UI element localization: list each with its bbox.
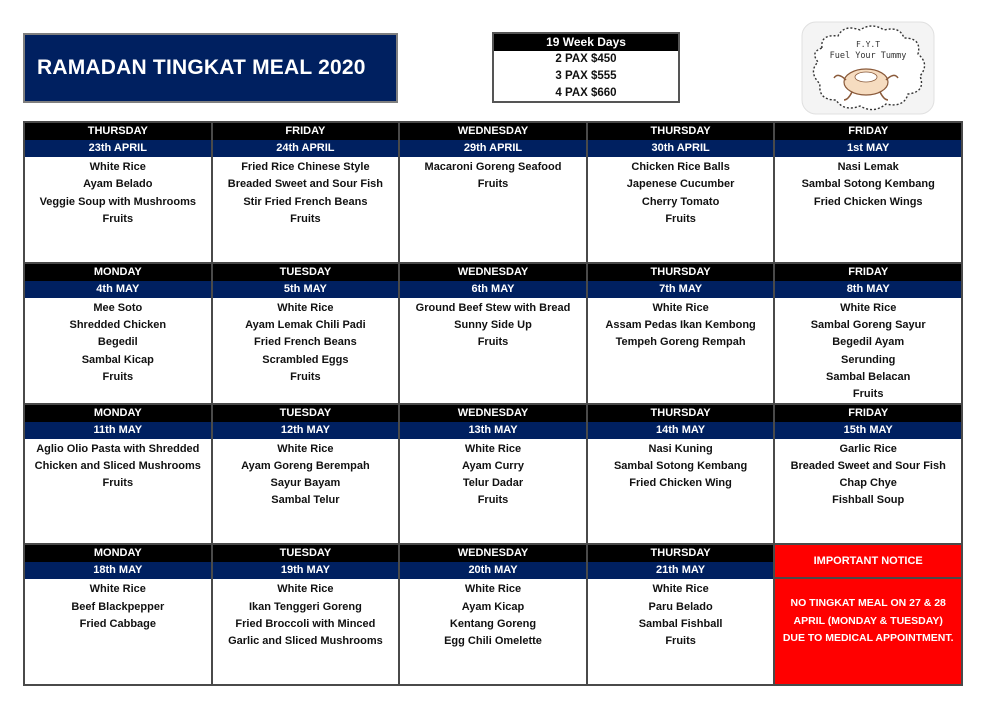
meal-item: Cherry Tomato xyxy=(641,195,720,208)
meal-list xyxy=(25,298,211,386)
meal-item: Telur Dadar xyxy=(462,477,524,490)
weekday-label: FRIDAY xyxy=(775,123,961,140)
day-cell xyxy=(400,545,586,684)
meal-item: Breaded Sweet and Sour Fish xyxy=(227,178,384,191)
meal-item: Ayam Lemak Chili Padi xyxy=(245,319,366,332)
meal-item: Beef Blackpepper xyxy=(71,600,165,613)
day-cell xyxy=(775,264,961,403)
meal-item: Fruits xyxy=(290,212,321,225)
meal-item: Fried Cabbage xyxy=(79,617,156,630)
meal-item: White Rice xyxy=(89,583,146,596)
meal-item: Ayam Curry xyxy=(462,459,524,472)
date-label: 30th APRIL xyxy=(588,140,774,157)
weekday-label: MONDAY xyxy=(25,264,211,281)
meal-list xyxy=(775,439,961,510)
meal-item: White Rice xyxy=(89,161,146,173)
meal-item: Fruits xyxy=(477,336,509,349)
meal-item: Aglio Olio Pasta with Shredded xyxy=(36,442,200,455)
meal-item: Sambal Sotong Kembang xyxy=(613,459,748,472)
weekday-label: TUESDAY xyxy=(213,405,399,422)
meal-list xyxy=(400,439,586,510)
meal-list xyxy=(588,298,774,352)
meal-item: Fruits xyxy=(102,370,134,383)
meal-item: Breaded Sweet and Sour Fish xyxy=(790,459,946,472)
weekday-label: THURSDAY xyxy=(588,405,774,422)
meal-item: White Rice xyxy=(277,301,334,314)
meal-item: Macaroni Goreng Seafood xyxy=(424,161,562,173)
meal-item: Fried Chicken Wing xyxy=(629,477,732,490)
fyt-logo-graphic xyxy=(800,20,936,116)
date-label: 20th MAY xyxy=(400,562,586,579)
meal-item: Fruits xyxy=(477,178,509,191)
meal-item: Ayam Belado xyxy=(83,178,153,191)
date-label: 4th MAY xyxy=(25,281,211,298)
pricing-row: 2 PAX $450 xyxy=(555,53,617,65)
meal-item: Ayam Goreng Berempah xyxy=(241,459,370,472)
meal-item: Serunding xyxy=(841,353,896,366)
fyt-logo xyxy=(800,20,936,116)
meal-item: Sambal Fishball xyxy=(638,617,723,630)
meal-item: Begedil Ayam xyxy=(832,336,905,349)
meal-item: Nasi Kuning xyxy=(648,442,713,455)
meal-list xyxy=(588,157,774,228)
meal-item: Sambal Goreng Sayur xyxy=(810,319,926,332)
day-cell xyxy=(25,405,211,544)
weekday-label: WEDNESDAY xyxy=(400,123,586,140)
meal-item: Ikan Tenggeri Goreng xyxy=(248,600,362,613)
day-cell xyxy=(213,123,399,262)
meal-item: Fried French Beans xyxy=(254,336,357,349)
meal-list xyxy=(775,157,961,211)
meal-item: Kentang Goreng xyxy=(449,617,537,630)
date-label: 8th MAY xyxy=(775,281,961,298)
menu-title: RAMADAN TINGKAT MEAL 2020 xyxy=(37,56,366,79)
meal-item: Fruits xyxy=(852,388,884,401)
date-label: 14th MAY xyxy=(588,422,774,439)
pricing-table xyxy=(492,32,680,103)
weekday-label: THURSDAY xyxy=(25,123,211,140)
meal-item: Fruits xyxy=(665,212,696,225)
meal-list xyxy=(25,157,211,228)
day-cell xyxy=(588,123,774,262)
meal-list xyxy=(400,157,586,194)
meal-list xyxy=(213,298,399,386)
date-label: 11th MAY xyxy=(25,422,211,439)
day-cell xyxy=(775,123,961,262)
meal-item: Ground Beef Stew with Bread xyxy=(415,301,571,314)
day-cell xyxy=(213,545,399,684)
weekday-label: MONDAY xyxy=(25,405,211,422)
meal-list xyxy=(400,298,586,352)
meal-item: Fruits xyxy=(665,635,696,648)
date-label: 7th MAY xyxy=(588,281,774,298)
weekday-label: THURSDAY xyxy=(588,264,774,281)
date-label: 5th MAY xyxy=(213,281,399,298)
day-cell xyxy=(25,545,211,684)
meal-list xyxy=(25,439,211,493)
logo-line-1: F.Y.T xyxy=(855,40,881,49)
date-label: 15th MAY xyxy=(775,422,961,439)
meal-item: Fried Chicken Wings xyxy=(813,195,923,208)
meal-item: Assam Pedas Ikan Kembong xyxy=(605,319,756,332)
meal-list xyxy=(588,439,774,493)
day-cell xyxy=(775,405,961,544)
meal-item: Chicken and Sliced Mushrooms xyxy=(34,459,201,472)
meal-calendar xyxy=(23,121,963,686)
date-label: 1st MAY xyxy=(775,140,961,157)
meal-item: Tempeh Goreng Rempah xyxy=(615,336,746,349)
date-label: 21th MAY xyxy=(588,562,774,579)
meal-item: Fried Rice Chinese Style xyxy=(241,161,370,173)
meal-list xyxy=(213,579,399,650)
meal-item: Japenese Cucumber xyxy=(626,178,735,191)
date-label: 24th APRIL xyxy=(213,140,399,157)
meal-item: Chap Chye xyxy=(839,477,897,490)
meal-list xyxy=(25,579,211,633)
meal-item: Begedil xyxy=(97,336,138,349)
date-label: 13th MAY xyxy=(400,422,586,439)
meal-item: Sayur Bayam xyxy=(270,477,341,490)
meal-item: Sambal Sotong Kembang xyxy=(801,178,935,191)
meal-item: Ayam Kicap xyxy=(461,600,525,613)
weekday-label: WEDNESDAY xyxy=(400,264,586,281)
meal-item: Sambal Telur xyxy=(271,494,340,507)
day-cell xyxy=(400,264,586,403)
meal-item: Fried Broccoli with Minced xyxy=(235,617,376,630)
meal-item: Veggie Soup with Mushrooms xyxy=(39,195,197,208)
meal-item: Chicken Rice Balls xyxy=(631,161,730,173)
day-cell xyxy=(588,405,774,544)
meal-item: Paru Belado xyxy=(648,600,713,613)
day-cell xyxy=(25,123,211,262)
notice-heading: IMPORTANT NOTICE xyxy=(775,545,961,579)
notice-body: NO TINGKAT MEAL ON 27 & 28 APRIL (MONDAY & TUESDAY) DUE TO MEDICAL APPOINTMENT. xyxy=(782,597,954,645)
meal-item: White Rice xyxy=(464,583,522,596)
meal-item: Garlic Rice xyxy=(839,442,897,455)
weekday-label: WEDNESDAY xyxy=(400,405,586,422)
meal-item: Egg Chili Omelette xyxy=(444,635,542,648)
meal-item: Fruits xyxy=(477,494,509,507)
logo-line-2: Fuel Your Tummy xyxy=(829,51,907,61)
menu-title-banner xyxy=(23,33,398,103)
weekday-label: THURSDAY xyxy=(588,123,774,140)
meal-item: White Rice xyxy=(277,583,334,596)
meal-item: White Rice xyxy=(652,583,709,596)
weekday-label: FRIDAY xyxy=(213,123,399,140)
weekday-label: THURSDAY xyxy=(588,545,774,562)
date-label: 29th APRIL xyxy=(400,140,586,157)
meal-item: Fruits xyxy=(102,477,134,490)
weekday-label: MONDAY xyxy=(25,545,211,562)
important-notice xyxy=(775,545,961,684)
meal-item: White Rice xyxy=(277,442,334,455)
date-label: 12th MAY xyxy=(213,422,399,439)
day-cell xyxy=(400,123,586,262)
meal-item: Stir Fried French Beans xyxy=(243,195,368,208)
meal-item: Scrambled Eggs xyxy=(262,353,349,366)
meal-item: Fishball Soup xyxy=(832,494,905,507)
pricing-row: 3 PAX $555 xyxy=(555,70,617,82)
meal-item: White Rice xyxy=(652,301,709,314)
meal-item: Fruits xyxy=(290,370,321,383)
meal-item: Garlic and Sliced Mushrooms xyxy=(228,635,383,648)
weekday-label: WEDNESDAY xyxy=(400,545,586,562)
weekday-label: FRIDAY xyxy=(775,264,961,281)
meal-item: Sunny Side Up xyxy=(454,319,532,332)
weekday-label: FRIDAY xyxy=(775,405,961,422)
meal-item: Shredded Chicken xyxy=(69,319,167,332)
meal-item: Fruits xyxy=(102,212,134,225)
meal-item: White Rice xyxy=(840,301,897,314)
meal-list xyxy=(213,157,399,228)
day-cell xyxy=(213,264,399,403)
meal-list xyxy=(775,298,961,403)
day-cell xyxy=(25,264,211,403)
day-cell xyxy=(400,405,586,544)
pricing-row: 4 PAX $660 xyxy=(555,87,617,99)
day-cell xyxy=(588,545,774,684)
pricing-header: 19 Week Days xyxy=(494,34,678,51)
meal-list xyxy=(588,579,774,650)
date-label: 23th APRIL xyxy=(25,140,211,157)
meal-item: White Rice xyxy=(464,442,522,455)
meal-list xyxy=(213,439,399,510)
weekday-label: TUESDAY xyxy=(213,264,399,281)
date-label: 19th MAY xyxy=(213,562,399,579)
meal-list xyxy=(400,579,586,650)
weekday-label: TUESDAY xyxy=(213,545,399,562)
date-label: 6th MAY xyxy=(400,281,586,298)
date-label: 18th MAY xyxy=(25,562,211,579)
day-cell xyxy=(588,264,774,403)
meal-item: Sambal Kicap xyxy=(81,353,154,366)
day-cell xyxy=(213,405,399,544)
meal-item: Mee Soto xyxy=(93,301,143,314)
meal-item: Nasi Lemak xyxy=(837,161,899,173)
meal-item: Sambal Belacan xyxy=(826,370,911,383)
